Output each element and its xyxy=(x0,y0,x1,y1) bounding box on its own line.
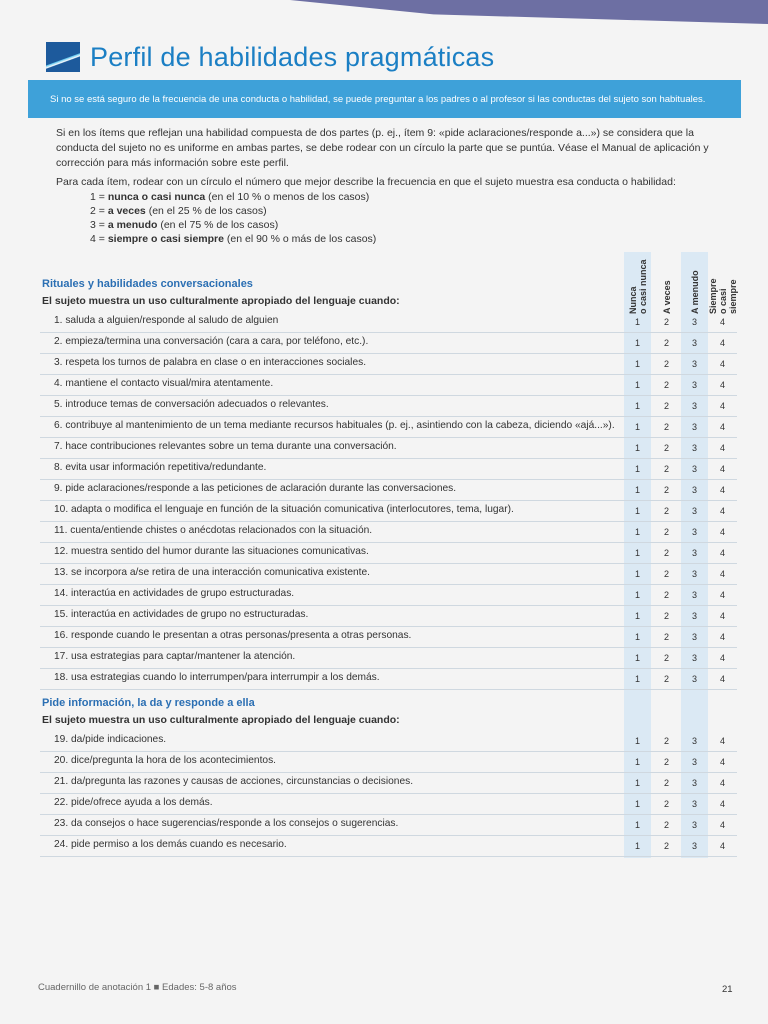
rating-option[interactable]: 3 xyxy=(691,422,697,432)
scale-label: a veces xyxy=(107,205,146,217)
item-text: 1. saluda a alguien/responde al saludo de alguien xyxy=(54,315,279,326)
rating-option[interactable]: 2 xyxy=(663,338,669,348)
item-row xyxy=(40,772,737,794)
rating-option[interactable]: 2 xyxy=(663,841,669,851)
item-text: 13. se incorpora a/se retira de una interacción comunicativa existente. xyxy=(54,567,370,578)
rating-option[interactable]: 3 xyxy=(691,611,697,621)
rating-option[interactable]: 3 xyxy=(691,401,697,411)
item-row xyxy=(40,605,737,627)
page-title: Perfil de habilidades pragmáticas xyxy=(90,41,495,72)
rating-option[interactable]: 1 xyxy=(634,338,640,348)
scale-number: 3 = xyxy=(90,219,108,231)
section-title: Rituales y habilidades conversacionales xyxy=(42,278,253,290)
item-row xyxy=(40,647,737,669)
column-header-label: A menudo xyxy=(689,270,700,314)
column-header xyxy=(624,254,651,314)
rating-option[interactable]: 1 xyxy=(634,590,640,600)
rating-option[interactable]: 1 xyxy=(634,799,640,809)
rating-option[interactable]: 2 xyxy=(663,778,669,788)
rating-option[interactable]: 4 xyxy=(719,485,725,495)
rating-option[interactable]: 3 xyxy=(691,632,697,642)
rating-option[interactable]: 4 xyxy=(719,674,725,684)
rating-option[interactable]: 2 xyxy=(663,611,669,621)
rating-option[interactable]: 2 xyxy=(663,590,669,600)
rating-option[interactable]: 3 xyxy=(691,820,697,830)
column-header-label: Siempre o casi siempre xyxy=(707,278,738,314)
rating-option[interactable]: 4 xyxy=(719,653,725,663)
rating-option[interactable]: 4 xyxy=(719,569,725,579)
rating-option[interactable]: 4 xyxy=(719,401,725,411)
rating-option[interactable]: 3 xyxy=(691,359,697,369)
instructions xyxy=(56,126,736,194)
item-text: 9. pide aclaraciones/responde a las peticiones de aclaración durante las conversaciones. xyxy=(54,483,457,494)
rating-option[interactable]: 3 xyxy=(691,653,697,663)
item-row xyxy=(40,730,737,752)
rating-option[interactable]: 2 xyxy=(663,443,669,453)
item-row xyxy=(40,521,737,543)
rating-option[interactable]: 1 xyxy=(634,317,640,327)
scale-label: nunca o casi nunca xyxy=(107,191,206,203)
rating-option[interactable]: 2 xyxy=(663,422,669,432)
item-row xyxy=(40,479,737,501)
scale-description: (en el 75 % de los casos) xyxy=(157,219,279,231)
rating-option[interactable]: 3 xyxy=(691,506,697,516)
rating-option[interactable]: 1 xyxy=(634,736,640,746)
rating-option[interactable]: 2 xyxy=(663,653,669,663)
item-text: 7. hace contribuciones relevantes sobre un tema durante una conversación. xyxy=(54,441,397,452)
rating-option[interactable]: 1 xyxy=(634,548,640,558)
item-row xyxy=(40,668,737,690)
item-text: 14. interactúa en actividades de grupo estructuradas. xyxy=(54,588,295,599)
item-text: 10. adapta o modifica el lenguaje en función de la situación comunicativa (interlocutores, tema, lugar). xyxy=(54,504,514,515)
rating-option[interactable]: 4 xyxy=(719,757,725,767)
item-row xyxy=(40,793,737,815)
scale-description: (en el 10 % o menos de los casos) xyxy=(205,191,370,203)
rating-option[interactable]: 3 xyxy=(691,548,697,558)
scale-description: (en el 90 % o más de los casos) xyxy=(223,233,377,245)
item-text: 15. interactúa en actividades de grupo no estructuradas. xyxy=(54,609,309,620)
rating-option[interactable]: 1 xyxy=(634,778,640,788)
rating-option[interactable]: 3 xyxy=(691,485,697,495)
page-header xyxy=(46,40,494,74)
rating-option[interactable]: 2 xyxy=(663,506,669,516)
rating-option[interactable]: 1 xyxy=(634,674,640,684)
instructions-paragraph-1: Si en los ítems que reflejan una habilidad compuesta de dos partes (p. ej., ítem 9: «pide aclaraciones/responde a...») se considera que la conducta del sujeto no es uniforme en ambas partes, se debe rodear con un círculo la parte que se puntúa. Véase el Manual de aplicación y corrección para más información sobre este perfil. xyxy=(56,127,709,169)
item-text: 3. respeta los turnos de palabra en clase o en interacciones sociales. xyxy=(54,357,367,368)
item-row xyxy=(40,563,737,585)
rating-option[interactable]: 3 xyxy=(691,443,697,453)
rating-option[interactable]: 4 xyxy=(719,736,725,746)
scale-label: a menudo xyxy=(107,219,158,231)
rating-option[interactable]: 2 xyxy=(663,464,669,474)
rating-option[interactable]: 3 xyxy=(691,736,697,746)
column-header-label: Nunca o casi nunca xyxy=(627,259,648,314)
column-header xyxy=(653,254,680,314)
rating-option[interactable]: 4 xyxy=(719,464,725,474)
rating-option[interactable]: 1 xyxy=(634,464,640,474)
rating-option[interactable]: 4 xyxy=(719,506,725,516)
scale-label: siempre o casi siempre xyxy=(107,233,224,245)
rating-option[interactable]: 1 xyxy=(634,757,640,767)
item-text: 19. da/pide indicaciones. xyxy=(54,734,167,745)
rating-option[interactable]: 1 xyxy=(634,359,640,369)
rating-option[interactable]: 4 xyxy=(719,841,725,851)
item-row xyxy=(40,437,737,459)
item-row xyxy=(40,374,737,396)
rating-option[interactable]: 1 xyxy=(634,380,640,390)
item-text: 23. da consejos o hace sugerencias/responde a los consejos o sugerencias. xyxy=(54,818,399,829)
rating-option[interactable]: 2 xyxy=(663,548,669,558)
rating-option[interactable]: 1 xyxy=(634,653,640,663)
rating-option[interactable]: 1 xyxy=(634,443,640,453)
rating-option[interactable]: 3 xyxy=(691,338,697,348)
item-row xyxy=(40,353,737,375)
item-row xyxy=(40,500,737,522)
rating-option[interactable]: 2 xyxy=(663,485,669,495)
rating-option[interactable]: 1 xyxy=(634,820,640,830)
rating-option[interactable]: 2 xyxy=(663,736,669,746)
item-text: 21. da/pregunta las razones y causas de acciones, circunstancias o decisiones. xyxy=(54,776,414,787)
item-row xyxy=(40,416,737,438)
scale-entry xyxy=(90,190,376,204)
item-text: 12. muestra sentido del humor durante las situaciones comunicativas. xyxy=(54,546,369,557)
rating-option[interactable]: 2 xyxy=(663,569,669,579)
rating-option[interactable]: 3 xyxy=(691,841,697,851)
rating-option[interactable]: 4 xyxy=(719,527,725,537)
rating-option[interactable]: 2 xyxy=(663,380,669,390)
rating-scale-legend xyxy=(90,190,376,246)
rating-option[interactable]: 3 xyxy=(691,799,697,809)
top-decor-band xyxy=(290,0,768,24)
rating-option[interactable]: 4 xyxy=(719,359,725,369)
rating-option[interactable]: 3 xyxy=(691,674,697,684)
section-title: Pide información, la da y responde a ella xyxy=(42,697,255,709)
scale-number: 2 = xyxy=(90,205,108,217)
rating-option[interactable]: 3 xyxy=(691,317,697,327)
item-text: 16. responde cuando le presentan a otras personas/presenta a otras personas. xyxy=(54,630,412,641)
rating-option[interactable]: 2 xyxy=(663,527,669,537)
rating-option[interactable]: 2 xyxy=(663,359,669,369)
rating-option[interactable]: 2 xyxy=(663,674,669,684)
rating-option[interactable]: 1 xyxy=(634,841,640,851)
rating-option[interactable]: 3 xyxy=(691,527,697,537)
item-row xyxy=(40,395,737,417)
rating-option[interactable]: 1 xyxy=(634,485,640,495)
rating-option[interactable]: 3 xyxy=(691,778,697,788)
instructions-paragraph-2: Para cada ítem, rodear con un círculo el número que mejor describe la frecuencia en que el sujeto muestra esa conducta o habilidad: xyxy=(56,176,676,188)
rating-option[interactable]: 2 xyxy=(663,820,669,830)
item-text: 24. pide permiso a los demás cuando es necesario. xyxy=(54,839,287,850)
column-header xyxy=(681,254,708,314)
rating-option[interactable]: 4 xyxy=(719,443,725,453)
item-row xyxy=(40,814,737,836)
item-text: 22. pide/ofrece ayuda a los demás. xyxy=(54,797,213,808)
item-text: 20. dice/pregunta la hora de los acontecimientos. xyxy=(54,755,277,766)
rating-option[interactable]: 1 xyxy=(634,422,640,432)
rating-option[interactable]: 3 xyxy=(691,757,697,767)
section-subtitle: El sujeto muestra un uso culturalmente apropiado del lenguaje cuando: xyxy=(42,714,400,726)
rating-option[interactable]: 1 xyxy=(634,569,640,579)
rating-option[interactable]: 1 xyxy=(634,527,640,537)
scale-entry xyxy=(90,232,376,246)
banner-text: Si no se está seguro de la frecuencia de una conducta o habilidad, se puede preguntar a los padres o al profesor si las conductas del sujeto son habituales. xyxy=(50,93,706,105)
column-header xyxy=(709,254,736,314)
rating-option[interactable]: 1 xyxy=(634,401,640,411)
page-number: 21 xyxy=(722,984,733,995)
item-text: 8. evita usar información repetitiva/redundante. xyxy=(54,462,267,473)
scale-number: 4 = xyxy=(90,233,108,245)
item-row xyxy=(40,311,737,333)
item-text: 6. contribuye al mantenimiento de un tema mediante recursos habituales (p. ej., asintiendo con la cabeza, diciendo «ajá...»). xyxy=(54,420,615,431)
rating-option[interactable]: 4 xyxy=(719,317,725,327)
rating-option[interactable]: 4 xyxy=(719,611,725,621)
rating-option[interactable]: 4 xyxy=(719,820,725,830)
info-banner xyxy=(28,80,741,118)
rating-option[interactable]: 3 xyxy=(691,569,697,579)
rating-option[interactable]: 1 xyxy=(634,506,640,516)
rating-option[interactable]: 2 xyxy=(663,632,669,642)
item-row xyxy=(40,332,737,354)
rating-option[interactable]: 3 xyxy=(691,464,697,474)
item-row xyxy=(40,835,737,857)
item-row xyxy=(40,626,737,648)
item-row xyxy=(40,584,737,606)
column-header-label: A veces xyxy=(661,280,672,314)
scale-number: 1 = xyxy=(90,191,108,203)
rating-option[interactable]: 4 xyxy=(719,799,725,809)
rating-option[interactable]: 4 xyxy=(719,338,725,348)
rating-option[interactable]: 4 xyxy=(719,778,725,788)
section-subtitle: El sujeto muestra un uso culturalmente apropiado del lenguaje cuando: xyxy=(42,295,400,307)
item-row xyxy=(40,458,737,480)
item-row xyxy=(40,542,737,564)
item-text: 5. introduce temas de conversación adecuados o relevantes. xyxy=(54,399,329,410)
item-row xyxy=(40,751,737,773)
rating-option[interactable]: 4 xyxy=(719,548,725,558)
scale-description: (en el 25 % de los casos) xyxy=(145,205,267,217)
item-text: 11. cuenta/entiende chistes o anécdotas relacionados con la situación. xyxy=(54,525,373,536)
rating-option[interactable]: 4 xyxy=(719,422,725,432)
rating-option[interactable]: 4 xyxy=(719,632,725,642)
rating-option[interactable]: 3 xyxy=(691,590,697,600)
rating-option[interactable]: 1 xyxy=(634,632,640,642)
rating-option[interactable]: 4 xyxy=(719,380,725,390)
rating-option[interactable]: 2 xyxy=(663,757,669,767)
item-text: 18. usa estrategias cuando lo interrumpen/para interrumpir a los demás. xyxy=(54,672,380,683)
item-text: 4. mantiene el contacto visual/mira atentamente. xyxy=(54,378,274,389)
rating-option[interactable]: 1 xyxy=(634,611,640,621)
scale-entry xyxy=(90,218,376,232)
section-logo-icon xyxy=(46,42,80,72)
rating-option[interactable]: 3 xyxy=(691,380,697,390)
item-text: 17. usa estrategias para captar/mantener la atención. xyxy=(54,651,296,662)
item-text: 2. empieza/termina una conversación (cara a cara, por teléfono, etc.). xyxy=(54,336,369,347)
rating-option[interactable]: 4 xyxy=(719,590,725,600)
rating-option[interactable]: 2 xyxy=(663,799,669,809)
footer-booklet-label: Cuadernillo de anotación 1 ■ Edades: 5-8 años xyxy=(38,982,237,993)
rating-option[interactable]: 2 xyxy=(663,401,669,411)
rating-option[interactable]: 2 xyxy=(663,317,669,327)
scale-entry xyxy=(90,204,376,218)
